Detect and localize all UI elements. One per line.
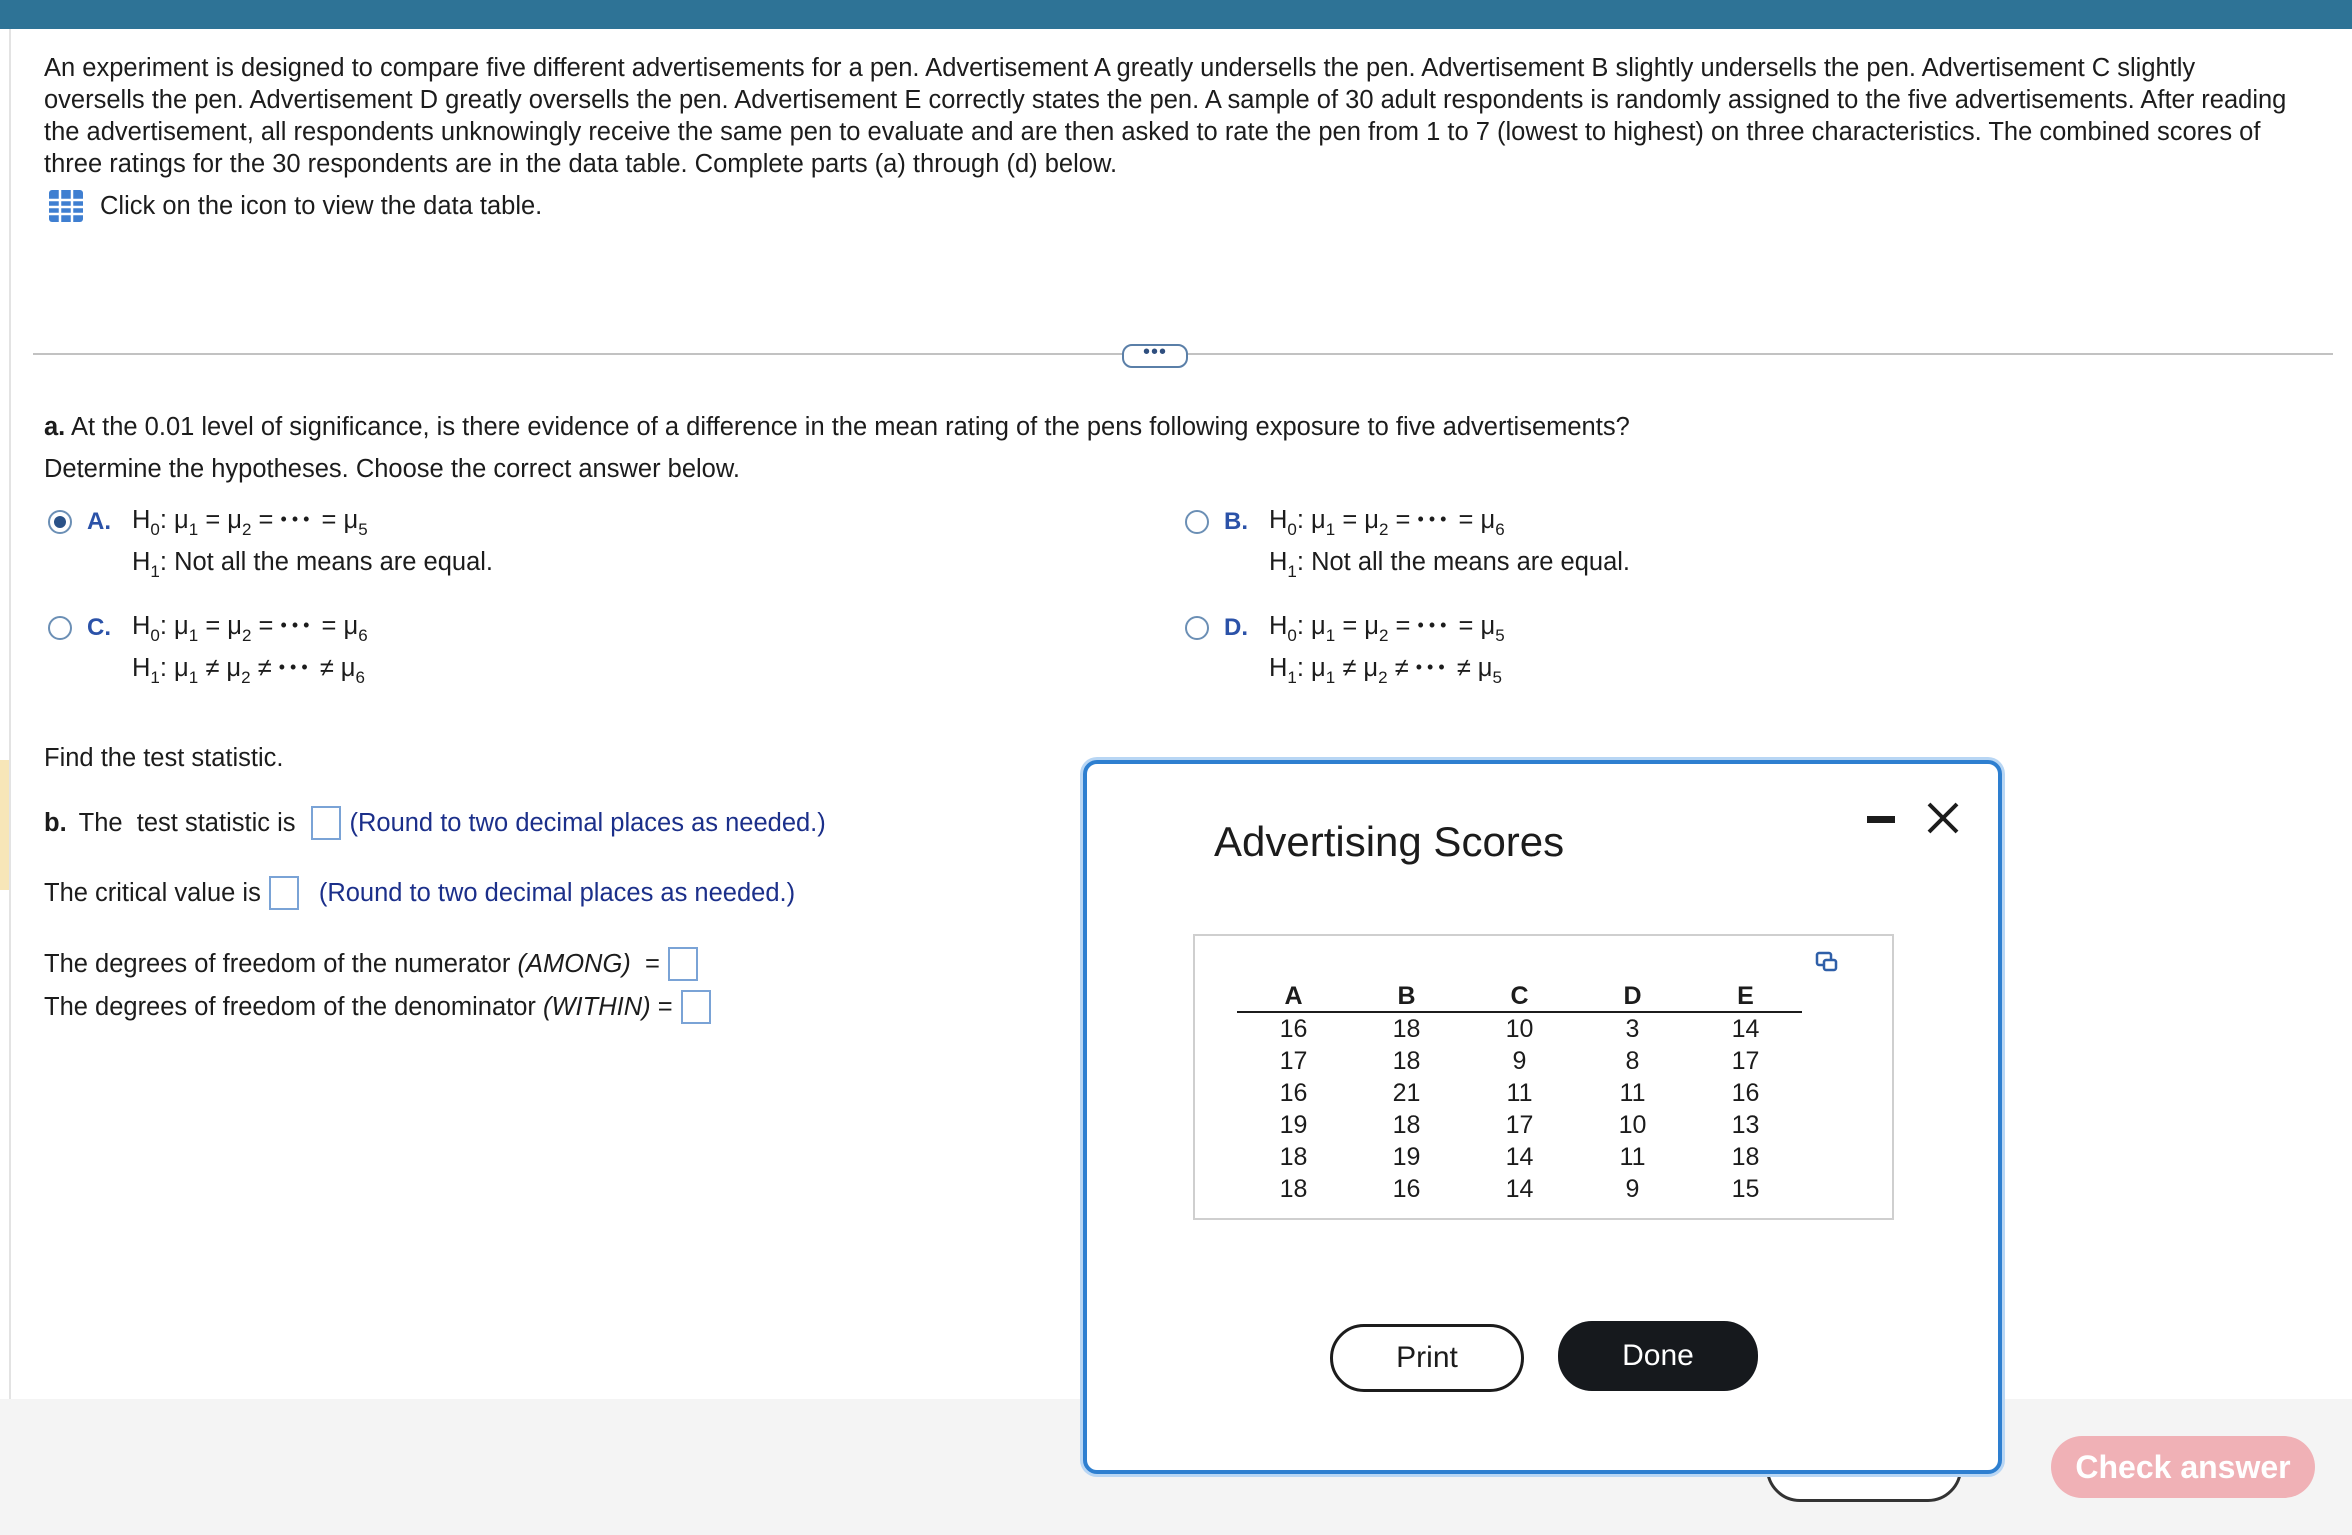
test-statistic-row (44, 806, 826, 840)
table-grid-icon[interactable] (48, 189, 84, 223)
table-cell: 16 (1279, 1078, 1308, 1107)
hypotheses-instruction: Determine the hypotheses. Choose the correct answer below. (44, 455, 740, 483)
table-cell: 16 (1731, 1078, 1760, 1107)
left-rule (9, 29, 11, 1399)
data-table-link-text[interactable]: Click on the icon to view the data table. (100, 191, 543, 220)
table-cell: 18 (1392, 1110, 1421, 1139)
table-cell: 13 (1731, 1110, 1760, 1139)
table-row (1237, 1077, 1802, 1109)
df-numerator-label: The degrees of freedom of the numerator (44, 949, 511, 978)
part-a-label: a. (44, 413, 66, 441)
table-row (1237, 1141, 1802, 1173)
table-cell: 14 (1731, 1014, 1760, 1043)
table-cell: 3 (1625, 1014, 1640, 1043)
table-cell: 18 (1392, 1046, 1421, 1075)
top-header-bar (0, 0, 2352, 29)
table-header-row (1237, 982, 1802, 1012)
table-cell: 21 (1392, 1078, 1421, 1107)
table-cell: 18 (1731, 1142, 1760, 1171)
test-statistic-label: The test statistic is (78, 808, 296, 837)
df-denominator-label: The degrees of freedom of the denominator (44, 992, 536, 1021)
column-header: C (1463, 982, 1576, 1012)
table-cell: 11 (1506, 1078, 1533, 1107)
table-cell: 9 (1625, 1174, 1640, 1203)
option-b-h1: $H_1$: Not all the means are equal. (1269, 548, 1630, 581)
df-numerator-row: The degrees of freedom of the numerator (AMONG) = (44, 947, 706, 981)
df-denominator-input[interactable] (681, 990, 711, 1024)
table-row (1237, 1109, 1802, 1141)
find-test-statistic-text: Find the test statistic. (44, 744, 284, 772)
critical-value-input[interactable] (269, 876, 299, 910)
column-header: D (1576, 982, 1689, 1012)
table-cell: 14 (1505, 1174, 1534, 1203)
critical-value-label: The critical value is (44, 878, 261, 907)
table-row (1237, 1173, 1802, 1205)
option-b-h0: $H_0$: $\mu_1 = \mu_2$ = ••• = $\mu_6$ (1269, 506, 1505, 539)
option-d-h0: $H_0$: $\mu_1 = \mu_2$ = ••• = $\mu_5$ (1269, 612, 1505, 645)
table-row (1237, 1012, 1802, 1045)
table-cell: 16 (1279, 1014, 1308, 1043)
df-numerator-among: (AMONG) (517, 949, 631, 978)
minimize-icon[interactable] (1867, 816, 1895, 823)
table-cell: 19 (1279, 1110, 1308, 1139)
problem-statement: An experiment is designed to compare five different advertisements for a pen. Advertisement A greatly undersells the pen. Advertisement B slightly undersells the pen. Advertisement C slightly oversells the pen. Advertisement D greatly oversells the pen. Advertisement E correctly states the pen. A sample of 30 adult respondents is randomly assigned to the five advertisements. After reading the advertisement, all respondents unknowingly receive the same pen to evaluate and are then asked to rate the pen from 1 to 7 (lowest to highest) on three characteristics. The combined scores of three ratings for the 30 respondents are in the data table. Complete parts (a) through (d) below. (44, 54, 2287, 178)
table-cell: 14 (1505, 1142, 1534, 1171)
left-progress-marker (0, 760, 9, 890)
df-numerator-input[interactable] (668, 947, 698, 981)
table-cell: 11 (1619, 1078, 1646, 1107)
option-d-letter: D. (1224, 614, 1248, 641)
table-cell: 19 (1392, 1142, 1421, 1171)
column-header: E (1689, 982, 1802, 1012)
table-cell: 18 (1392, 1014, 1421, 1043)
table-cell: 17 (1279, 1046, 1308, 1075)
part-b-label: b. (44, 808, 67, 837)
test-statistic-hint: (Round to two decimal places as needed.) (349, 808, 826, 837)
column-header: A (1237, 982, 1350, 1012)
option-c-radio[interactable] (48, 616, 72, 640)
table-cell: 18 (1279, 1142, 1308, 1171)
table-cell: 10 (1618, 1110, 1647, 1139)
option-a-radio[interactable] (48, 510, 72, 534)
option-c-h1: $H_1$: $\mu_1 \ne \mu_2$ ≠ ••• ≠ $\mu_6$ (132, 654, 365, 687)
table-cell: 8 (1625, 1046, 1640, 1075)
close-icon[interactable] (1923, 798, 1963, 838)
column-header: B (1350, 982, 1463, 1012)
advertising-scores-table (1237, 982, 1802, 1205)
table-cell: 18 (1279, 1174, 1308, 1203)
print-button[interactable]: Print (1330, 1324, 1524, 1392)
option-a-letter: A. (87, 508, 111, 535)
copy-icon[interactable] (1815, 950, 1839, 974)
option-c-letter: C. (87, 614, 111, 641)
table-cell: 17 (1505, 1110, 1534, 1139)
expand-more-button[interactable]: ••• (1122, 344, 1188, 368)
data-table-container (1193, 934, 1894, 1220)
done-button[interactable]: Done (1558, 1321, 1758, 1391)
test-statistic-input[interactable] (311, 806, 341, 840)
df-denominator-within: (WITHIN) (542, 992, 651, 1021)
table-cell: 9 (1512, 1046, 1527, 1075)
data-table-dialog (1083, 760, 2002, 1474)
option-b-radio[interactable] (1185, 510, 1209, 534)
check-answer-button[interactable]: Check answer (2051, 1436, 2315, 1498)
table-row (1237, 1045, 1802, 1077)
table-cell: 10 (1505, 1014, 1534, 1043)
option-c-h0: $H_0$: $\mu_1 = \mu_2$ = ••• = $\mu_6$ (132, 612, 368, 645)
table-cell: 16 (1392, 1174, 1421, 1203)
table-cell: 11 (1619, 1142, 1646, 1171)
df-denominator-row: The degrees of freedom of the denominator (WITHIN) = (44, 990, 719, 1024)
critical-value-hint: (Round to two decimal places as needed.) (318, 878, 796, 907)
table-cell: 17 (1731, 1046, 1760, 1075)
option-d-h1: $H_1$: $\mu_1 \ne \mu_2$ ≠ ••• ≠ $\mu_5$ (1269, 654, 1502, 687)
part-a-question (44, 413, 1630, 442)
option-a-h0: $H_0$: $\mu_1 = \mu_2$ = ••• = $\mu_5$ (132, 506, 368, 539)
critical-value-row (44, 876, 795, 910)
option-d-radio[interactable] (1185, 616, 1209, 640)
table-cell: 15 (1731, 1174, 1760, 1203)
data-table-link[interactable] (48, 188, 542, 224)
option-a-h1: $H_1$: Not all the means are equal. (132, 548, 493, 581)
part-a-question-text: At the 0.01 level of significance, is there evidence of a difference in the mean rating of the pens following exposure to five advertisements? (70, 413, 1630, 441)
dialog-title: Advertising Scores (1214, 818, 1565, 865)
option-b-letter: B. (1224, 508, 1248, 535)
